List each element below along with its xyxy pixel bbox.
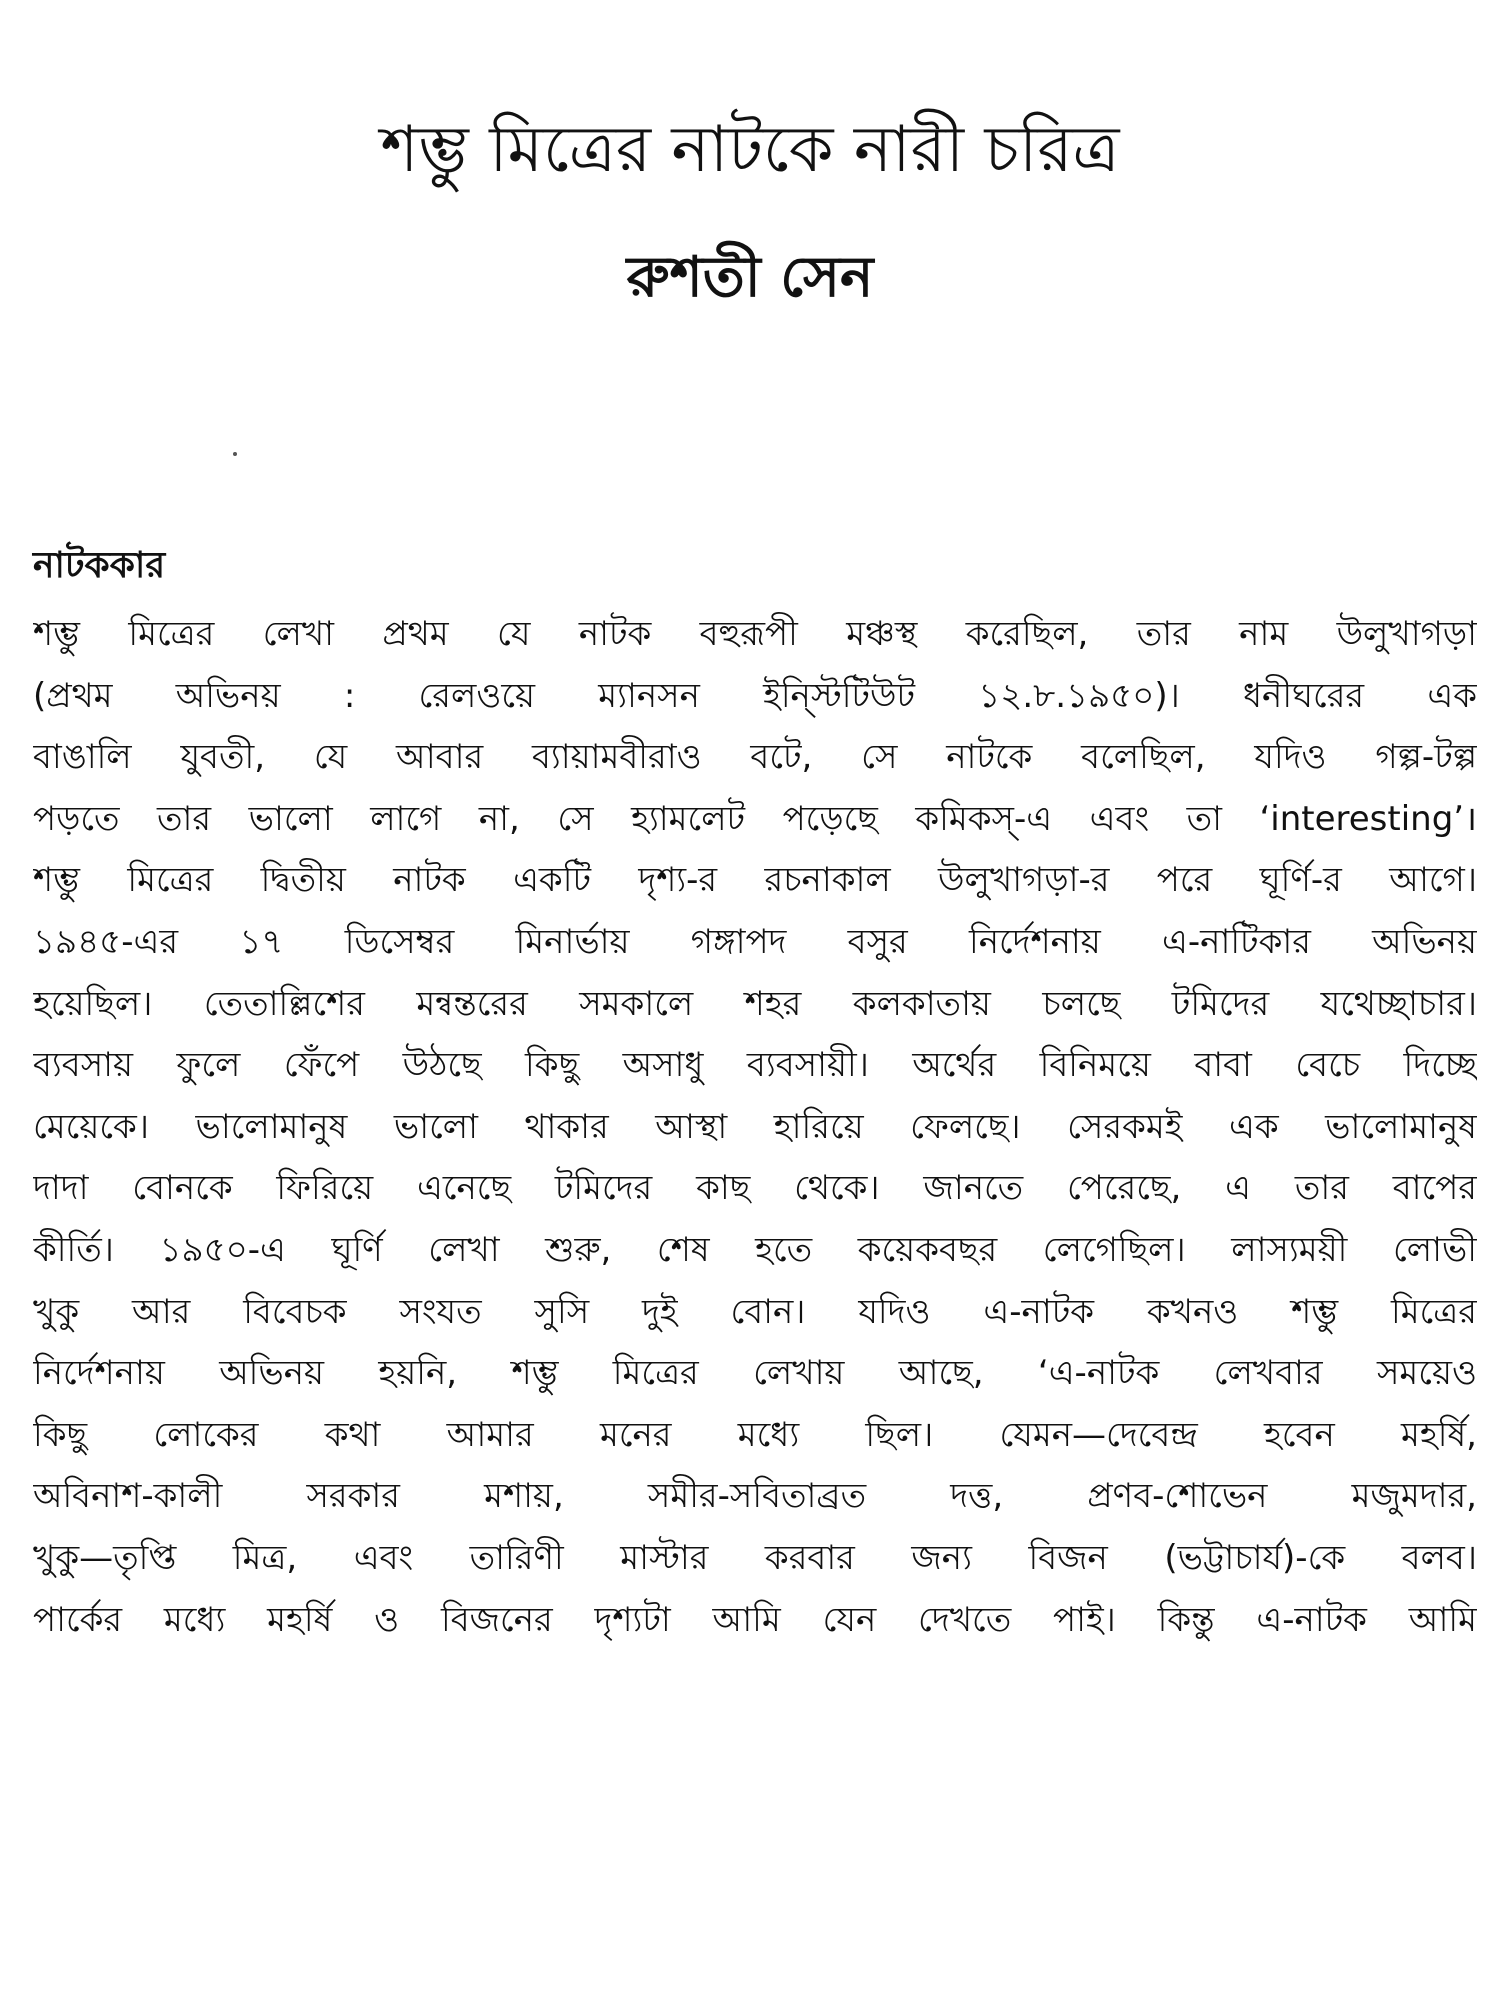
text-line: কীর্তি। ১৯৫০-এ ঘূর্ণি লেখা শুরু, শেষ হতে কয়েকবছর লেগেছিল। লাস্যময়ী লোভী [33,1229,1477,1270]
section-heading: নাটককার [33,545,166,586]
text-line: অবিনাশ-কালী সরকার মশায়, সমীর-সবিতাব্রত দত্ত, প্রণব-শোভেন মজুমদার, [33,1476,1477,1517]
text-line: খুকু—তৃপ্তি মিত্র, এবং তারিণী মাস্টার করবার জন্য বিজন (ভট্টাচার্য)-কে বলব। [33,1537,1477,1578]
text-line: ১৯৪৫-এর ১৭ ডিসেম্বর মিনার্ভায় গঙ্গাপদ বসুর নির্দেশনায় এ-নাটিকার অভিনয় [33,921,1477,962]
text-line: শম্ভু মিত্রের লেখা প্রথম যে নাটক বহুরূপী মঞ্চস্থ করেছিল, তার নাম উলুখাগড়া [33,614,1477,654]
text-line: (প্রথম অভিনয় : রেলওয়ে ম্যানসন ইন্স্টিটিউট ১২.৮.১৯৫০)। ধনীঘরের এক [33,675,1477,716]
text-line: মেয়েকে। ভালোমানুষ ভালো থাকার আস্থা হারিয়ে ফেলছে। সেরকমই এক ভালোমানুষ [33,1106,1477,1147]
text-line: খুকু আর বিবেচক সংযত সুসি দুই বোন। যদিও এ-নাটক কখনও শম্ভু মিত্রের [33,1291,1477,1332]
text-line: কিছু লোকের কথা আমার মনের মধ্যে ছিল। যেমন—দেবেন্দ্র হবেন মহর্ষি, [33,1414,1477,1455]
text-line: হয়েছিল। তেতাল্লিশের মন্বন্তরের সমকালে শহর কলকাতায় চলছে টমিদের যথেচ্ছাচার। [33,983,1477,1024]
text-line: বাঙালি যুবতী, যে আবার ব্যায়ামবীরাও বটে, সে নাটকে বলেছিল, যদিও গল্প-টল্প [33,737,1477,778]
scan-speck [233,452,237,456]
text-line: নির্দেশনায় অভিনয় হয়নি, শম্ভু মিত্রের লেখায় আছে, ‘এ-নাটক লেখবার সময়েও [33,1353,1477,1394]
body-paragraph [33,604,1477,1651]
text-line: পড়তে তার ভালো লাগে না, সে হ্যামলেট পড়েছে কমিকস্-এ এবং তা ‘interesting’। [33,798,1477,839]
text-line: ব্যবসায় ফুলে ফেঁপে উঠছে কিছু অসাধু ব্যবসায়ী। অর্থের বিনিময়ে বাবা বেচে দিচ্ছে [33,1045,1477,1086]
text-line: দাদা বোনকে ফিরিয়ে এনেছে টমিদের কাছ থেকে। জানতে পেরেছে, এ তার বাপের [33,1168,1477,1209]
article-title: শম্ভু মিত্রের নাটকে নারী চরিত্র [380,113,1120,187]
author-name: রুশতী সেন [626,245,874,310]
text-line: পার্কের মধ্যে মহর্ষি ও বিজনের দৃশ্যটা আমি যেন দেখতে পাই। কিন্তু এ-নাটক আমি [33,1599,1477,1640]
text-line: শম্ভু মিত্রের দ্বিতীয় নাটক একটি দৃশ্য-র রচনাকাল উলুখাগড়া-র পরে ঘূর্ণি-র আগে। [33,860,1477,901]
